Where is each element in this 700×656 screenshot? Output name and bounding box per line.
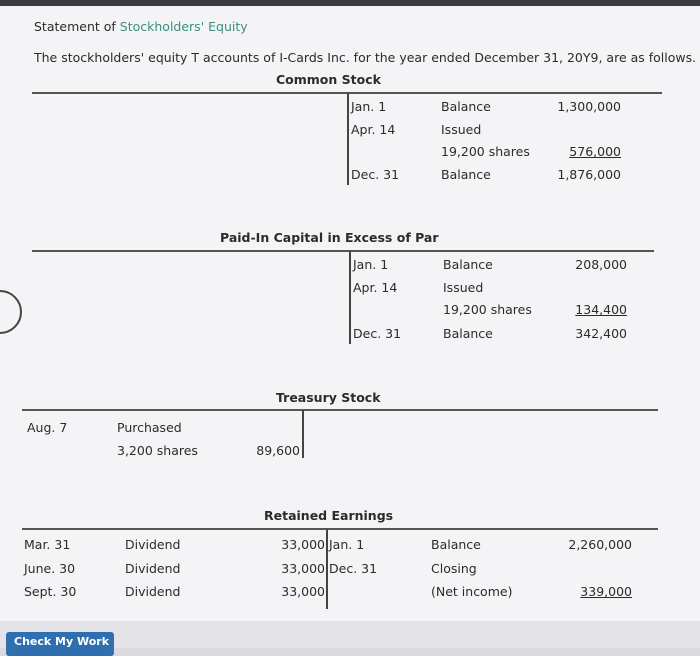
treasury-divider [302,410,304,458]
paid-in-title: Paid-In Capital in Excess of Par [220,230,439,245]
pic-label-shares: 19,200 shares [443,302,532,317]
cs-amount-issued: 576,000 [569,144,621,159]
pic-date-apr14: Apr. 14 [353,280,398,295]
retained-divider [326,529,328,609]
intro-text: The stockholders' equity T accounts of I-Cards Inc. for the year ended December 31, 20Y9, are as follows. [34,50,697,65]
cs-label-shares: 19,200 shares [441,144,530,159]
treasury-title: Treasury Stock [276,390,381,405]
pic-date-dec31: Dec. 31 [353,326,402,341]
re-debit-amount-2: 33,000 [281,561,325,576]
paid-in-rule [32,250,654,252]
cs-date-dec31: Dec. 31 [351,167,400,182]
section-heading [34,20,248,34]
pic-date-jan1: Jan. 1 [353,257,389,272]
cs-label-issued: Issued [441,122,482,137]
treasury-rule [22,409,658,411]
pic-label-balance: Balance [443,257,493,272]
pic-amount-issued: 134,400 [575,302,627,317]
cs-date-apr14: Apr. 14 [351,122,396,137]
re-credit-date-dec31: Dec. 31 [329,561,378,576]
common-stock-divider [347,93,349,185]
ts-label-shares: 3,200 shares [117,443,198,458]
common-stock-title: Common Stock [276,72,381,87]
re-credit-label-net-income: (Net income) [431,584,513,599]
check-my-work-button[interactable]: Check My Work [6,632,114,656]
retained-rule [22,528,658,530]
cs-label-balance: Balance [441,99,491,114]
pic-label-issued: Issued [443,280,484,295]
re-credit-label-closing: Closing [431,561,477,576]
pic-amount-ending: 342,400 [575,326,627,341]
ts-label-purchased: Purchased [117,420,182,435]
retained-title: Retained Earnings [264,508,394,523]
re-debit-desc-1: Dividend [125,537,181,552]
cs-amount-ending: 1,876,000 [557,167,621,182]
re-debit-amount-1: 33,000 [281,537,325,552]
re-debit-desc-3: Dividend [125,584,181,599]
paid-in-divider [349,251,351,344]
ts-amount: 89,600 [256,443,300,458]
pic-label-ending-balance: Balance [443,326,493,341]
cs-label-ending-balance: Balance [441,167,491,182]
re-credit-label-balance: Balance [431,537,481,552]
ts-date-aug7: Aug. 7 [27,420,68,435]
re-credit-date-jan1: Jan. 1 [329,537,365,552]
re-debit-amount-3: 33,000 [281,584,325,599]
heading-prefix: Statement of [34,19,120,34]
cs-date-jan1: Jan. 1 [351,99,387,114]
cs-amount-beginning: 1,300,000 [557,99,621,114]
re-credit-amount-net-income: 339,000 [580,584,632,599]
pic-amount-beginning: 208,000 [575,257,627,272]
re-debit-date-1: Mar. 31 [24,537,71,552]
re-debit-desc-2: Dividend [125,561,181,576]
stockholders-equity-link[interactable]: Stockholders' Equity [119,19,248,34]
re-debit-date-3: Sept. 30 [24,584,77,599]
re-credit-amount-balance: 2,260,000 [568,537,632,552]
re-debit-date-2: June. 30 [24,561,76,576]
